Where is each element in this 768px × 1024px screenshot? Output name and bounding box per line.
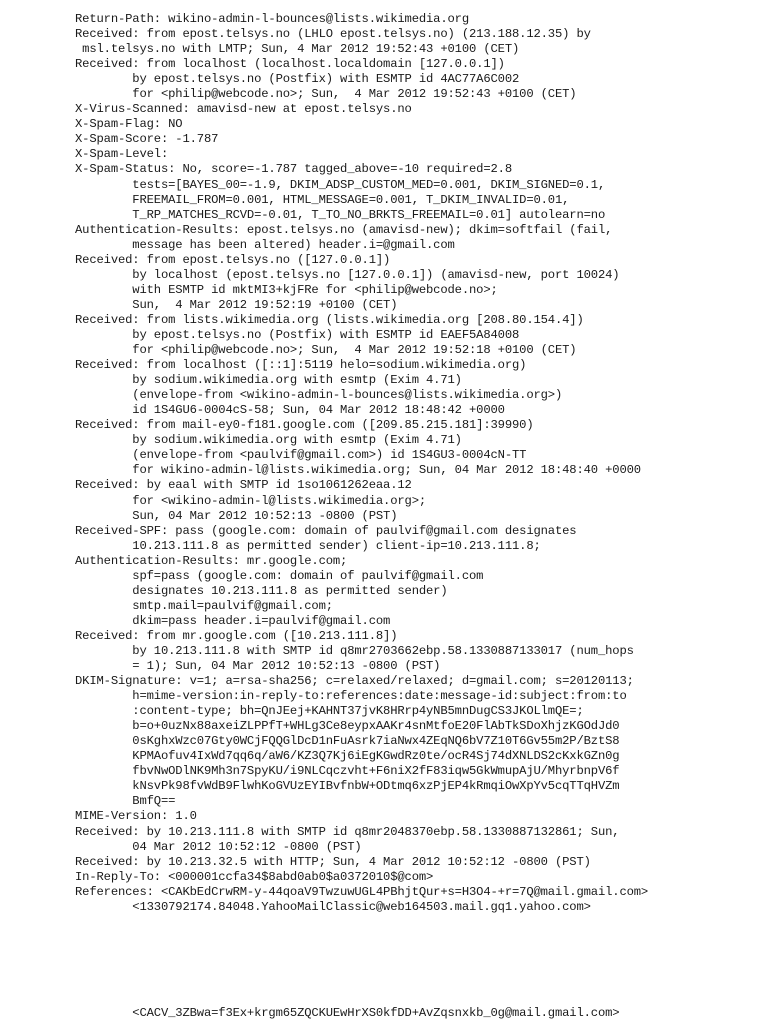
header-line: T_RP_MATCHES_RCVD=-0.01, T_TO_NO_BRKTS_FREEMAIL=0.01] autolearn=no (75, 207, 606, 222)
header-line: BmfQ== (75, 794, 176, 809)
header-line: h=mime-version:in-reply-to:references:date:message-id:subject:from:to (75, 689, 627, 704)
header-line: = 1); Sun, 04 Mar 2012 10:52:13 -0800 (PST) (75, 659, 441, 674)
header-line: Received: by eaal with SMTP id 1so1061262eaa.12 (75, 478, 412, 493)
references-trailing-line: <CACV_3ZBwa=f3Ex+krgm65ZQCKUEwHrXS0kfDD+AvZqsnxkb_0g@mail.gmail.com> (75, 1006, 620, 1020)
header-line: 04 Mar 2012 10:52:12 -0800 (PST) (75, 839, 362, 854)
header-line: X-Spam-Status: No, score=-1.787 tagged_above=-10 required=2.8 (75, 162, 512, 177)
header-line: (envelope-from <paulvif@gmail.com>) id 1S4GU3-0004cN-TT (75, 448, 527, 463)
header-line: b=o+0uzNx88axeiZLPPfT+WHLg3Ce8eypxAAKr4snMtfoE20FlAbTkSDoXhjzKGOdJd0 (75, 719, 620, 734)
header-line: 10.213.111.8 as permitted sender) client-ip=10.213.111.8; (75, 538, 541, 553)
header-line: Authentication-Results: mr.google.com; (75, 553, 348, 568)
header-line: for <philip@webcode.no>; Sun, 4 Mar 2012 19:52:43 +0100 (CET) (75, 87, 577, 102)
header-line: by epost.telsys.no (Postfix) with ESMTP id 4AC77A6C002 (75, 72, 520, 87)
header-line: fbvNwODlNK9Mh3n7SpyKU/i9NLCqczvht+F6niX2fF83iqw5GkWmupAjU/MhyrbnpV6f (75, 764, 620, 779)
header-line: :content-type; bh=QnJEej+KAHNT37jvK8HRrp4yNB5mnDugCS3JKOLlmQE=; (75, 704, 584, 719)
header-line: for <philip@webcode.no>; Sun, 4 Mar 2012 19:52:18 +0100 (CET) (75, 343, 577, 358)
header-line: by epost.telsys.no (Postfix) with ESMTP id EAEF5A84008 (75, 327, 520, 342)
header-line: Received: by 10.213.32.5 with HTTP; Sun, 4 Mar 2012 10:52:12 -0800 (PST) (75, 854, 591, 869)
header-line: Received: from epost.telsys.no ([127.0.0.1]) (75, 252, 391, 267)
header-line: with ESMTP id mktMI3+kjFRe for <philip@webcode.no>; (75, 282, 498, 297)
header-line: Received: from epost.telsys.no (LHLO epost.telsys.no) (213.188.12.35) by (75, 27, 591, 42)
header-line: References: <CAKbEdCrwRM-y-44qoaV9TwzuwUGL4PBhjtQur+s=H3O4-+r=7Q@mail.gmail.com> (75, 884, 649, 899)
header-line: Received: from mail-ey0-f181.google.com ([209.85.215.181]:39990) (75, 418, 534, 433)
header-line: X-Spam-Flag: NO (75, 117, 183, 132)
header-line: X-Spam-Score: -1.787 (75, 132, 219, 147)
header-line: DKIM-Signature: v=1; a=rsa-sha256; c=relaxed/relaxed; d=gmail.com; s=20120113; (75, 674, 634, 689)
header-line: <1330792174.84048.YahooMailClassic@web164503.mail.gq1.yahoo.com> (75, 899, 591, 914)
header-line: X-Virus-Scanned: amavisd-new at epost.telsys.no (75, 102, 412, 117)
header-line: X-Spam-Level: (75, 147, 169, 162)
header-line: Sun, 4 Mar 2012 19:52:19 +0100 (CET) (75, 297, 398, 312)
header-line: smtp.mail=paulvif@gmail.com; (75, 598, 333, 613)
header-line: Authentication-Results: epost.telsys.no (amavisd-new); dkim=softfail (fail, (75, 222, 613, 237)
header-line: spf=pass (google.com: domain of paulvif@gmail.com (75, 568, 484, 583)
header-line: Received: from lists.wikimedia.org (lists.wikimedia.org [208.80.154.4]) (75, 312, 584, 327)
header-line: 0sKghxWzc07Gty0WCjFQQGlDcD1nFuAsrk7iaNwx4ZEqNQ6bV7Z10T6Gv55m2P/BztS8 (75, 734, 620, 749)
header-line: for <wikino-admin-l@lists.wikimedia.org>; (75, 493, 427, 508)
header-line: In-Reply-To: <000001ccfa34$8abd0ab0$a0372010$@com> (75, 869, 434, 884)
header-lines (75, 12, 648, 915)
header-line: id 1S4GU6-0004cS-58; Sun, 04 Mar 2012 18:48:42 +0000 (75, 403, 505, 418)
header-line: Received: from localhost (localhost.localdomain [127.0.0.1]) (75, 57, 505, 72)
header-line: Received-SPF: pass (google.com: domain of paulvif@gmail.com designates (75, 523, 577, 538)
header-line: (envelope-from <wikino-admin-l-bounces@lists.wikimedia.org>) (75, 388, 563, 403)
header-line: by localhost (epost.telsys.no [127.0.0.1]) (amavisd-new, port 10024) (75, 267, 620, 282)
header-line: message has been altered) header.i=@gmail.com (75, 237, 455, 252)
header-line: msl.telsys.no with LMTP; Sun, 4 Mar 2012 19:52:43 +0100 (CET) (75, 42, 520, 57)
header-line: by 10.213.111.8 with SMTP id q8mr2703662ebp.58.1330887133017 (num_hops (75, 643, 634, 658)
header-line: Received: by 10.213.111.8 with SMTP id q8mr2048370ebp.58.1330887132861; Sun, (75, 824, 620, 839)
header-line: Received: from localhost ([::1]:5119 helo=sodium.wikimedia.org) (75, 358, 527, 373)
header-line: designates 10.213.111.8 as permitted sender) (75, 583, 448, 598)
header-line: kNsvPk98fvWdB9FlwhKoGVUzEYIBvfnbW+ODtmq6xzPjEP4kRmqiOwXpYv5cqTTqHVZm (75, 779, 620, 794)
header-line: for wikino-admin-l@lists.wikimedia.org; Sun, 04 Mar 2012 18:48:40 +0000 (75, 463, 641, 478)
header-line: FREEMAIL_FROM=0.001, HTML_MESSAGE=0.001, T_DKIM_INVALID=0.01, (75, 192, 570, 207)
header-line: MIME-Version: 1.0 (75, 809, 197, 824)
header-line: Received: from mr.google.com ([10.213.111.8]) (75, 628, 398, 643)
header-line: KPMAofuv4IxWd7qq6q/aW6/KZ3Q7Kj6iEgKGwdRz0te/ocR4Sj74dXNLDS2cKxkGZn0g (75, 749, 620, 764)
header-line: dkim=pass header.i=paulvif@gmail.com (75, 613, 391, 628)
header-line: by sodium.wikimedia.org with esmtp (Exim 4.71) (75, 373, 462, 388)
header-line: Return-Path: wikino-admin-l-bounces@lists.wikimedia.org (75, 12, 470, 26)
header-line: by sodium.wikimedia.org with esmtp (Exim 4.71) (75, 433, 462, 448)
header-line: tests=[BAYES_00=-1.9, DKIM_ADSP_CUSTOM_MED=0.001, DKIM_SIGNED=0.1, (75, 177, 606, 192)
header-line: Sun, 04 Mar 2012 10:52:13 -0800 (PST) (75, 508, 398, 523)
